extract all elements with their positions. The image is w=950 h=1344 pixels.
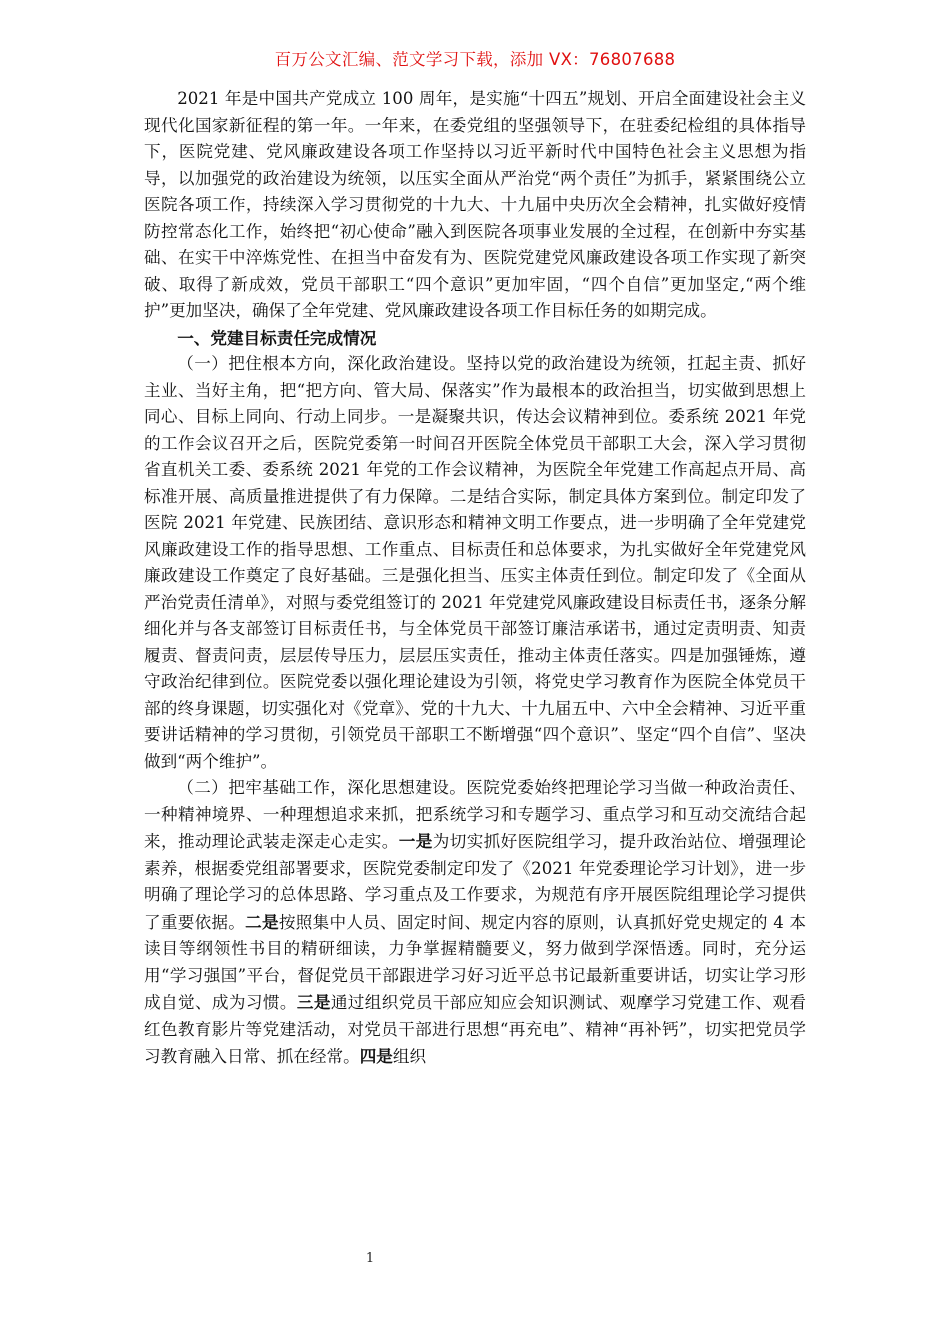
section-2-text-2: 为切实抓好医院组学习，提升政治站位、增强理论素养，根据委党组部署要求，医院党委制定印发了《2021 年党委理论学习计划》，进一步明确了理论学习的总体思路、学习重点及工作要求，为规范有序开展医院组理论学习提供了重要依据。 bbox=[144, 832, 806, 932]
section-2-text-5: 组织 bbox=[392, 1047, 427, 1066]
section-heading-1: 一、党建目标责任完成情况 bbox=[177, 327, 377, 348]
intro-paragraph: 2021 年是中国共产党成立 100 周年，是实施“十四五”规划、开启全面建设社会主义现代化国家新征程的第一年。一年来，在委党组的坚强领导下，在驻委纪检组的具体指导下，医院党建、党风廉政建设各项工作坚持以习近平新时代中国特色社会主义思想为指导，以加强党的政治建设为统领，以压实全面从严治党“两个责任”为抓手，紧紧围绕公立医院各项工作，持续深入学习贯彻党的十九大、十九届中央历次全会精神，扎实做好疫情防控常态化工作，始终把“初心使命”融入到医院各项事业发展的全过程，在创新中夯实基础、在实干中淬炼党性、在担当中奋发有为、医院党建党风廉政建设各项工作实现了新突破、取得了新成效，党员干部职工“四个意识”更加牢固，“四个自信”更加坚定,“两个维护”更加坚决，确保了全年党建、党风廉政建设各项工作目标任务的如期完成。 bbox=[144, 89, 806, 320]
page-number: 1 bbox=[365, 1251, 375, 1266]
section-1-paragraph: （一）把住根本方向，深化政治建设。坚持以党的政治建设为统领，扛起主责、抓好主业、当好主角，把“把方向、管大局、保落实”作为最根本的政治担当，切实做到思想上同心、目标上同向、行动上同步。一是凝聚共识，传达会议精神到位。委系统 2021 年党的工作会议召开之后，医院党委第一时间召开医院全体党员干部职工大会，深入学习贯彻省直机关工委、委系统 2021 年党的工作会议精神，为医院全年党建工作高起点开局、高标准开展、高质量推进提供了有力保障。二是结合实际，制定具体方案到位。制定印发了医院 2021 年党建、民族团结、意识形态和精神文明工作要点，进一步明确了全年党建党风廉政建设工作的指导思想、工作重点、目标责任和总体要求，为扎实做好全年党建党风廉政建设工作奠定了良好基础。三是强化担当、压实主体责任到位。制定印发了《全面从严治党责任清单》，对照与委党组签订的 2021 年党建党风廉政建设目标责任书，逐条分解细化并与各支部签订目标责任书，与全体党员干部签订廉洁承诺书，通过定责明责、知责履责、督责问责，层层传导压力，层层压实责任，推动主体责任落实。四是加强锤炼，遵守政治纪律到位。医院党委以强化理论建设为引领，将党史学习教育作为医院全体党员干部的终身课题，切实强化对《党章》、党的十九大、十九届五中、六中全会精神、习近平重要讲话精神的学习贯彻，引领党员干部职工不断增强“四个意识”、坚定“四个自信”、坚决做到“两个维护”。 bbox=[144, 354, 806, 771]
section-2-marker-3: 三是 bbox=[296, 992, 331, 1012]
section-2-marker-1: 一是 bbox=[398, 831, 433, 851]
section-2-text-1: （二）把牢基础工作，深化思想建设。医院党委始终把理论学习当做一种政治责任、一种精神境界、一种理想追求来抓，把系统学习和专题学习、重点学习和互动交流结合起来，推动理论武装走深走心走实。 bbox=[144, 778, 806, 851]
section-2-marker-2: 二是 bbox=[245, 911, 279, 932]
section-2-marker-4: 四是 bbox=[359, 1046, 393, 1066]
watermark-banner: 百万公文汇编、范文学习下载，添加 VX：76807688 bbox=[274, 50, 676, 69]
document-body bbox=[144, 86, 806, 1071]
section-2-text-4: 通过组织党员干部应知应会知识测试、观摩学习党建工作、观看红色教育影片等党建活动，对党员干部进行思想“再充电”、精神“再补钙”，切实把党员学习教育融入日常、抓在经常。 bbox=[144, 993, 806, 1066]
section-2-paragraph bbox=[144, 775, 806, 1071]
section-2-text-3: 按照集中人员、固定时间、规定内容的原则，认真抓好党史规定的 4 本读目等纲领性书目的精研细读，力争掌握精髓要义，努力做到学深悟透。同时，充分运用“学习强国”平台，督促党员干部跟进学习好习近平总书记最新重要讲话，切实让学习形成自觉、成为习惯。 bbox=[144, 912, 807, 1012]
